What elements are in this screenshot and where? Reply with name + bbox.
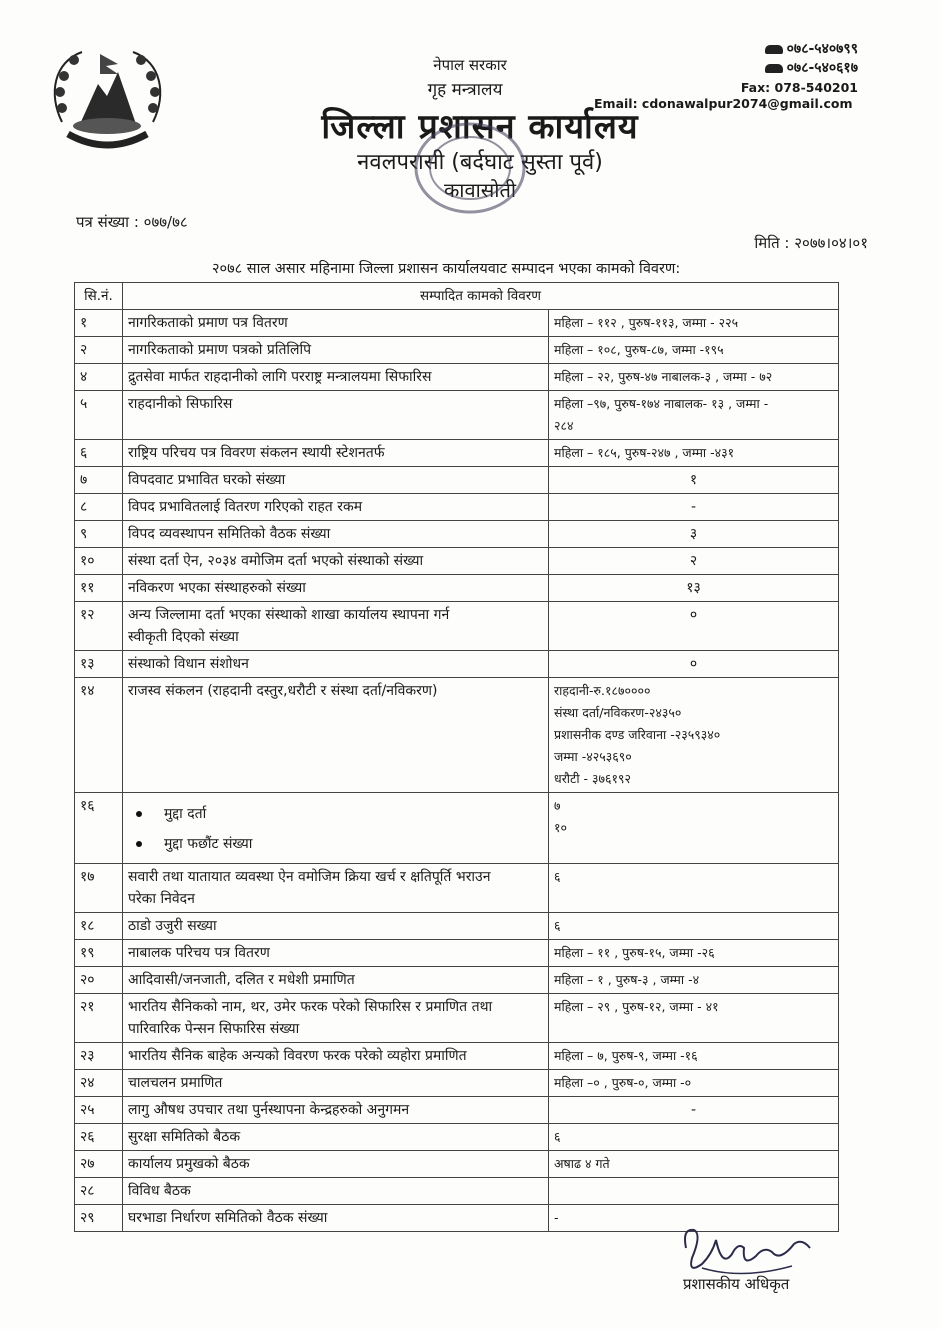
- row-description: [123, 1070, 549, 1097]
- description-line: विपद प्रभावितलाई वितरण गरिएको राहत रकम: [128, 499, 363, 515]
- letter-date: मिति : २०७७।०४।०१: [754, 234, 868, 252]
- value-line: -: [690, 499, 697, 515]
- fax-number: Fax: 078-540201: [740, 80, 858, 95]
- table-row: [75, 467, 839, 494]
- row-value: [549, 1070, 839, 1097]
- row-serial-number: ७: [75, 467, 123, 494]
- value-line: ६: [554, 869, 561, 884]
- table-row: [75, 1178, 839, 1205]
- row-value: [549, 1124, 839, 1151]
- row-serial-number: १४: [75, 678, 123, 793]
- table-row: [75, 364, 839, 391]
- row-description: [123, 310, 549, 337]
- row-serial-number: ८: [75, 494, 123, 521]
- description-line: सुरक्षा समितिको बैठक: [128, 1129, 241, 1145]
- row-serial-number: २८: [75, 1178, 123, 1205]
- description-line: राजस्व संकलन (राहदानी दस्तुर,धरौटी र संस्था दर्ता/नविकरण): [128, 683, 438, 699]
- row-serial-number: ४: [75, 364, 123, 391]
- row-description: [123, 1124, 549, 1151]
- description-line: संस्था दर्ता ऐन, २०३४ वमोजिम दर्ता भएको संस्थाको संख्या: [128, 553, 424, 569]
- description-line: कार्यालय प्रमुखको बैठक: [128, 1156, 250, 1172]
- table-row: [75, 994, 839, 1043]
- row-description: [123, 1151, 549, 1178]
- value-line: [554, 1180, 833, 1202]
- row-serial-number: २: [75, 337, 123, 364]
- district-name: नवलपरासी (बर्दघाट सुस्ता पूर्व): [357, 150, 603, 175]
- value-line: प्रशासनीक दण्ड जरिवाना -२३५९३४०: [554, 727, 721, 742]
- value-line: २८४: [554, 418, 574, 433]
- table-row: [75, 548, 839, 575]
- table-row: [75, 521, 839, 548]
- description-line: भारतिय सैनिकको नाम, थर, उमेर फरक परेको सिफारिस र प्रमाणित तथा: [128, 999, 493, 1015]
- row-serial-number: ११: [75, 575, 123, 602]
- row-serial-number: २६: [75, 1124, 123, 1151]
- row-serial-number: १७: [75, 864, 123, 913]
- row-serial-number: ९: [75, 521, 123, 548]
- row-value: [549, 364, 839, 391]
- phone-icon: [765, 45, 783, 54]
- phone-1: ०७८-५४०७९९: [741, 40, 858, 59]
- bullet-item: मुद्दा फछौंट संख्या: [128, 833, 543, 855]
- office-name: जिल्ला प्रशासन कार्यालय: [321, 107, 639, 147]
- table-row: [75, 602, 839, 651]
- place-name: कावासोती: [443, 178, 517, 202]
- row-value: [549, 575, 839, 602]
- value-line: महिला –९७, पुरुष-१७४ नाबालक- १३ , जम्मा -: [554, 396, 769, 411]
- description-line: नागरिकताको प्रमाण पत्रको प्रतिलिपि: [128, 342, 312, 358]
- row-value: [549, 602, 839, 651]
- description-line: विपद व्यवस्थापन समितिको वैठक संख्या: [128, 526, 331, 542]
- value-line: -: [690, 1102, 697, 1118]
- contact-block: [741, 40, 858, 97]
- row-serial-number: २१: [75, 994, 123, 1043]
- letter-number: पत्र संख्या : ०७७/७८: [76, 213, 188, 231]
- row-value: [549, 864, 839, 913]
- row-description: [123, 913, 549, 940]
- row-description: [123, 940, 549, 967]
- row-description: [123, 391, 549, 440]
- phone-icon: [765, 64, 783, 73]
- row-description: [123, 864, 549, 913]
- table-row: [75, 1070, 839, 1097]
- table-row: [75, 678, 839, 793]
- description-line: विपदवाट प्रभावित घरको संख्या: [128, 472, 286, 488]
- value-line: ०: [689, 656, 698, 672]
- table-row: [75, 337, 839, 364]
- value-line: १३: [686, 580, 701, 596]
- description-line: घरभाडा निर्धारण समितिको वैठक संख्या: [128, 1210, 328, 1226]
- row-description: [123, 994, 549, 1043]
- table-row: [75, 651, 839, 678]
- row-description: [123, 494, 549, 521]
- row-description: [123, 521, 549, 548]
- description-line: चालचलन प्रमाणित: [128, 1075, 223, 1091]
- row-value: [549, 548, 839, 575]
- table-row: [75, 967, 839, 994]
- value-line: महिला – २२, पुरुष-४७ नाबालक-३ , जम्मा - ७२: [554, 369, 773, 384]
- value-line: ६: [554, 1129, 561, 1144]
- row-description: [123, 1205, 549, 1232]
- table-row: [75, 913, 839, 940]
- value-line: १: [689, 472, 698, 488]
- government-name: नेपाल सरकार: [433, 56, 507, 74]
- description-line: परेका निवेदन: [128, 891, 195, 907]
- table-row: [75, 1097, 839, 1124]
- value-line: महिला – १०८, पुरुष-८७, जम्मा -१९५: [554, 342, 724, 357]
- row-description: [123, 575, 549, 602]
- table-row: [75, 310, 839, 337]
- value-line: ०: [689, 607, 698, 623]
- row-serial-number: ६: [75, 440, 123, 467]
- row-serial-number: २०: [75, 967, 123, 994]
- row-description: [123, 467, 549, 494]
- signatory-title: प्रशासकीय अधिकृत: [683, 1275, 790, 1293]
- row-value: [549, 521, 839, 548]
- row-description: [123, 440, 549, 467]
- row-serial-number: २३: [75, 1043, 123, 1070]
- table-row: [75, 391, 839, 440]
- row-value: [549, 1097, 839, 1124]
- row-value: [549, 494, 839, 521]
- row-serial-number: १०: [75, 548, 123, 575]
- column-header-description: सम्पादित कामको विवरण: [123, 283, 839, 310]
- row-serial-number: १२: [75, 602, 123, 651]
- value-line: ६: [554, 918, 561, 933]
- row-value: [549, 651, 839, 678]
- row-description: [123, 1043, 549, 1070]
- value-line: २: [689, 553, 698, 569]
- row-value: [549, 467, 839, 494]
- row-description: [123, 602, 549, 651]
- row-description: [123, 793, 549, 864]
- row-serial-number: २९: [75, 1205, 123, 1232]
- row-value: [549, 1178, 839, 1205]
- value-line: ३: [689, 526, 698, 542]
- table-header-row: [75, 283, 839, 310]
- row-description: [123, 1097, 549, 1124]
- value-line: धरौटी - ३७६१९२: [554, 771, 632, 786]
- row-value: [549, 678, 839, 793]
- row-description: [123, 1178, 549, 1205]
- value-line: ७: [554, 798, 561, 813]
- row-description: [123, 651, 549, 678]
- value-line: महिला – २९ , पुरुष-१२, जम्मा - ४१: [554, 999, 719, 1014]
- table-row: [75, 864, 839, 913]
- nepal-emblem-icon: [40, 34, 175, 154]
- row-serial-number: १३: [75, 651, 123, 678]
- value-line: -: [554, 1210, 559, 1225]
- value-line: महिला – १८५, पुरुष-२४७ , जम्मा -४३१: [554, 445, 735, 460]
- description-line: आदिवासी/जनजाती, दलित र मधेशी प्रमाणित: [128, 972, 355, 988]
- description-line: संस्थाको विधान संशोधन: [128, 656, 249, 672]
- value-line: महिला – १ , पुरुष-३ , जम्मा -४: [554, 972, 700, 987]
- row-description: [123, 678, 549, 793]
- description-line: द्रुतसेवा मार्फत राहदानीको लागि परराष्ट्र मन्त्रालयमा सिफारिस: [128, 369, 432, 385]
- value-line: महिला – ११२ , पुरुष-११३, जम्मा - २२५: [554, 315, 739, 330]
- ministry-name: गृह मन्त्रालय: [427, 80, 503, 100]
- column-header-sn: सि.नं.: [75, 283, 123, 310]
- office-stamp-icon: [410, 118, 530, 218]
- description-line: विविध बैठक: [128, 1183, 191, 1199]
- table-row: [75, 494, 839, 521]
- description-line: राष्ट्रिय परिचय पत्र विवरण संकलन स्थायी स्टेशनतर्फ: [128, 445, 385, 461]
- row-serial-number: २५: [75, 1097, 123, 1124]
- description-line: ठाडो उजुरी सख्या: [128, 918, 217, 934]
- value-line: राहदानी-रु.१८७००००: [554, 683, 651, 698]
- work-details-table: [74, 282, 839, 1232]
- row-value: [549, 1043, 839, 1070]
- row-serial-number: १८: [75, 913, 123, 940]
- row-description: [123, 548, 549, 575]
- description-line: नागरिकताको प्रमाण पत्र वितरण: [128, 315, 288, 331]
- row-serial-number: १: [75, 310, 123, 337]
- value-line: संस्था दर्ता/नविकरण-२४३५०: [554, 705, 682, 720]
- value-line: महिला –० , पुरुष-०, जम्मा -०: [554, 1075, 692, 1090]
- value-line: १०: [554, 820, 568, 835]
- row-serial-number: ५: [75, 391, 123, 440]
- description-line: नविकरण भएका संस्थाहरुको संख्या: [128, 580, 306, 596]
- email-address: Email: cdonawalpur2074@gmail.com: [594, 96, 853, 111]
- row-serial-number: १६: [75, 793, 123, 864]
- description-line: भारतिय सैनिक बाहेक अन्यको विवरण फरक परेको व्यहोरा प्रमाणित: [128, 1048, 467, 1064]
- value-line: जम्मा -४२५३६९०: [554, 749, 632, 764]
- row-value: [549, 310, 839, 337]
- row-serial-number: १९: [75, 940, 123, 967]
- table-row: [75, 575, 839, 602]
- value-line: अषाढ ४ गते: [554, 1156, 610, 1171]
- row-value: [549, 994, 839, 1043]
- row-value: [549, 1151, 839, 1178]
- value-line: महिला – ११ , पुरुष-१५, जम्मा -२६: [554, 945, 715, 960]
- row-description: [123, 364, 549, 391]
- description-line: अन्य जिल्लामा दर्ता भएका संस्थाको शाखा कार्यालय स्थापना गर्न: [128, 607, 450, 623]
- row-description: [123, 337, 549, 364]
- table-row: [75, 940, 839, 967]
- table-row: [75, 1124, 839, 1151]
- table-row: [75, 793, 839, 864]
- row-description: [123, 967, 549, 994]
- row-value: [549, 913, 839, 940]
- row-value: [549, 940, 839, 967]
- description-line: राहदानीको सिफारिस: [128, 396, 233, 412]
- row-value: [549, 793, 839, 864]
- description-line: नाबालक परिचय पत्र वितरण: [128, 945, 270, 961]
- table-row: [75, 1043, 839, 1070]
- description-line: सवारी तथा यातायात व्यवस्था ऐन वमोजिम क्रिया खर्च र क्षतिपूर्ति भराउन: [128, 869, 491, 885]
- phone-2: ०७८-५४०६१७: [741, 59, 858, 78]
- description-line: स्वीकृती दिएको संख्या: [128, 629, 239, 645]
- row-value: [549, 391, 839, 440]
- description-line: पारिवारिक पेन्सन सिफारिस संख्या: [128, 1021, 300, 1037]
- document-title: २०७८ साल असार महिनामा जिल्ला प्रशासन कार्यालयवाट सम्पादन भएका कामको विवरण:: [212, 261, 681, 277]
- value-line: महिला – ७, पुरुष-९, जम्मा -१६: [554, 1048, 698, 1063]
- row-value: [549, 967, 839, 994]
- table-row: [75, 440, 839, 467]
- bullet-item: मुद्दा दर्ता: [128, 803, 543, 825]
- row-serial-number: २७: [75, 1151, 123, 1178]
- description-line: लागु औषध उपचार तथा पुर्नस्थापना केन्द्रहरुको अनुगमन: [128, 1102, 410, 1118]
- row-value: [549, 440, 839, 467]
- row-serial-number: २४: [75, 1070, 123, 1097]
- row-value: [549, 337, 839, 364]
- table-row: [75, 1151, 839, 1178]
